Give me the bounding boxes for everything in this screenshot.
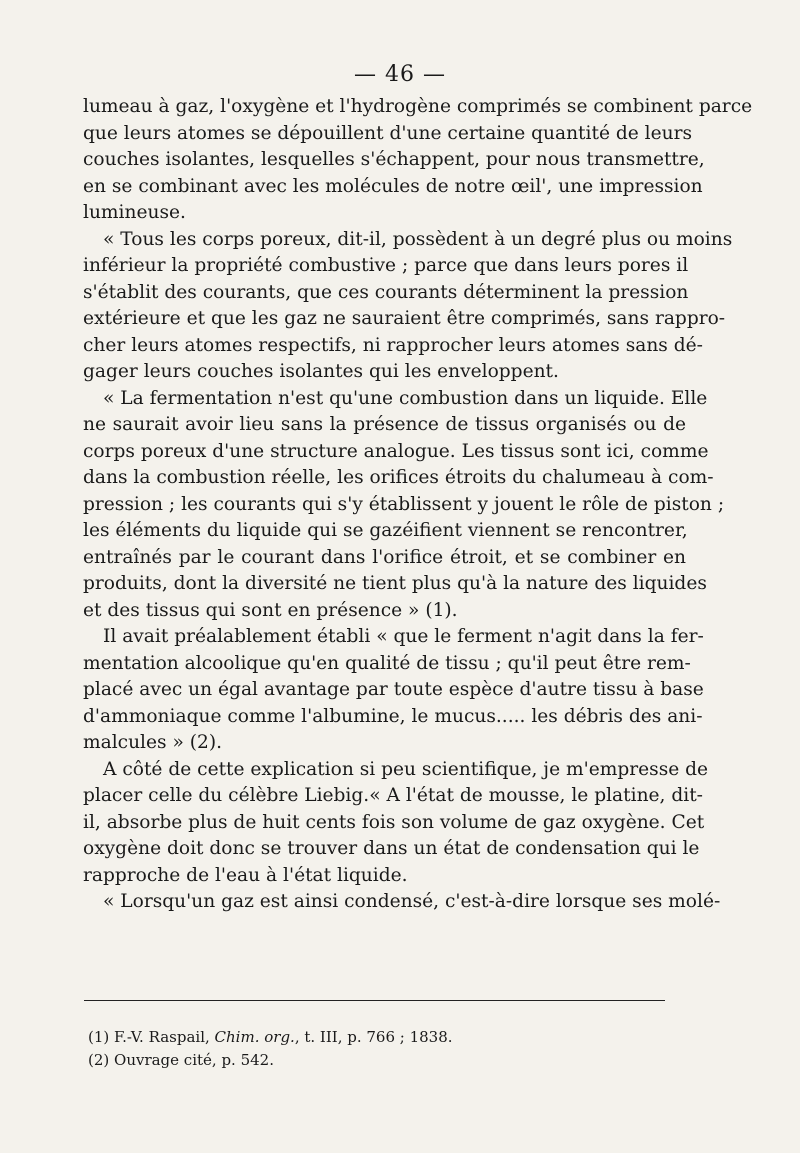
text-line: inférieur la propriété combustive ; parce que dans leurs pores il [83, 255, 689, 276]
text-line: rapproche de l'eau à l'état liquide. [83, 864, 408, 886]
page-number: — 46 — [354, 62, 446, 87]
footnote-text: , t. III, p. 766 ; 1838. [294, 1028, 453, 1046]
text-line: entraînés par le courant dans l'orifice étroit, et se combiner en [83, 546, 686, 568]
text-line: que leurs atomes se dépouillent d'une certaine quantité de leurs [83, 122, 693, 144]
text-line: extérieure et que les gaz ne sauraient être comprimés, sans rappro- [83, 308, 726, 329]
text-line: Il avait préalablement établi « que le ferment n'agit dans la fer- [103, 626, 704, 647]
footnote-text: (2) Ouvrage cité, p. 542. [88, 1051, 274, 1069]
footnote [88, 1049, 688, 1072]
text-line: « La fermentation n'est qu'une combustion dans un liquide. Elle [103, 387, 708, 409]
text-line: en se combinant avec les molécules de notre œil', une impression [83, 175, 703, 197]
text-line: corps poreux d'une structure analogue. Les tissus sont ici, comme [83, 440, 709, 462]
text-line: s'établit des courants, que ces courants déterminent la pression [83, 281, 689, 303]
text-line: d'ammoniaque comme l'albumine, le mucus..... les débris des ani- [83, 705, 703, 727]
text-line: produits, dont la diversité ne tient plus qu'à la nature des liquides [83, 573, 707, 594]
footnotes [88, 1026, 688, 1072]
text-line: gager leurs couches isolantes qui les enveloppent. [83, 361, 559, 382]
text-line: lumeau à gaz, l'oxygène et l'hydrogène comprimés se combinent parce [83, 96, 753, 117]
text-line: cher leurs atomes respectifs, ni rapprocher leurs atomes sans dé- [83, 334, 703, 356]
text-line: dans la combustion réelle, les orifices étroits du chalumeau à com- [83, 467, 714, 488]
body-text [83, 94, 753, 916]
text-line: A côté de cette explication si peu scientifique, je m'empresse de [103, 758, 709, 780]
text-line: ne saurait avoir lieu sans la présence de tissus organisés ou de [83, 414, 686, 435]
text-line: malcules » (2). [83, 732, 222, 753]
text-line: mentation alcoolique qu'en qualité de tissu ; qu'il peut être rem- [83, 652, 691, 674]
text-line: oxygène doit donc se trouver dans un état de condensation qui le [83, 838, 700, 859]
footnote [88, 1026, 688, 1049]
text-line: couches isolantes, lesquelles s'échappent, pour nous transmettre, [83, 149, 705, 170]
text-line: pression ; les courants qui s'y établissent y jouent le rôle de piston ; [83, 493, 725, 515]
text-line: et des tissus qui sont en présence » (1). [83, 599, 458, 621]
text-line: lumineuse. [83, 202, 186, 223]
text-line: « Tous les corps poreux, dit-il, possèdent à un degré plus ou moins [103, 228, 733, 250]
footnote-title: Chim. org. [214, 1028, 295, 1046]
footnote-divider [84, 1000, 665, 1001]
text-line: « Lorsqu'un gaz est ainsi condensé, c'est-à-dire lorsque ses molé- [103, 891, 721, 912]
text-line: placer celle du célèbre Liebig.« A l'état de mousse, le platine, dit- [83, 785, 703, 806]
footnote-text: (1) F.-V. Raspail, [88, 1028, 215, 1046]
text-line: les éléments du liquide qui se gazéifient viennent se rencontrer, [83, 520, 688, 541]
text-line: placé avec un égal avantage par toute espèce d'autre tissu à base [83, 679, 704, 700]
text-line: il, absorbe plus de huit cents fois son volume de gaz oxygène. Cet [83, 811, 705, 833]
